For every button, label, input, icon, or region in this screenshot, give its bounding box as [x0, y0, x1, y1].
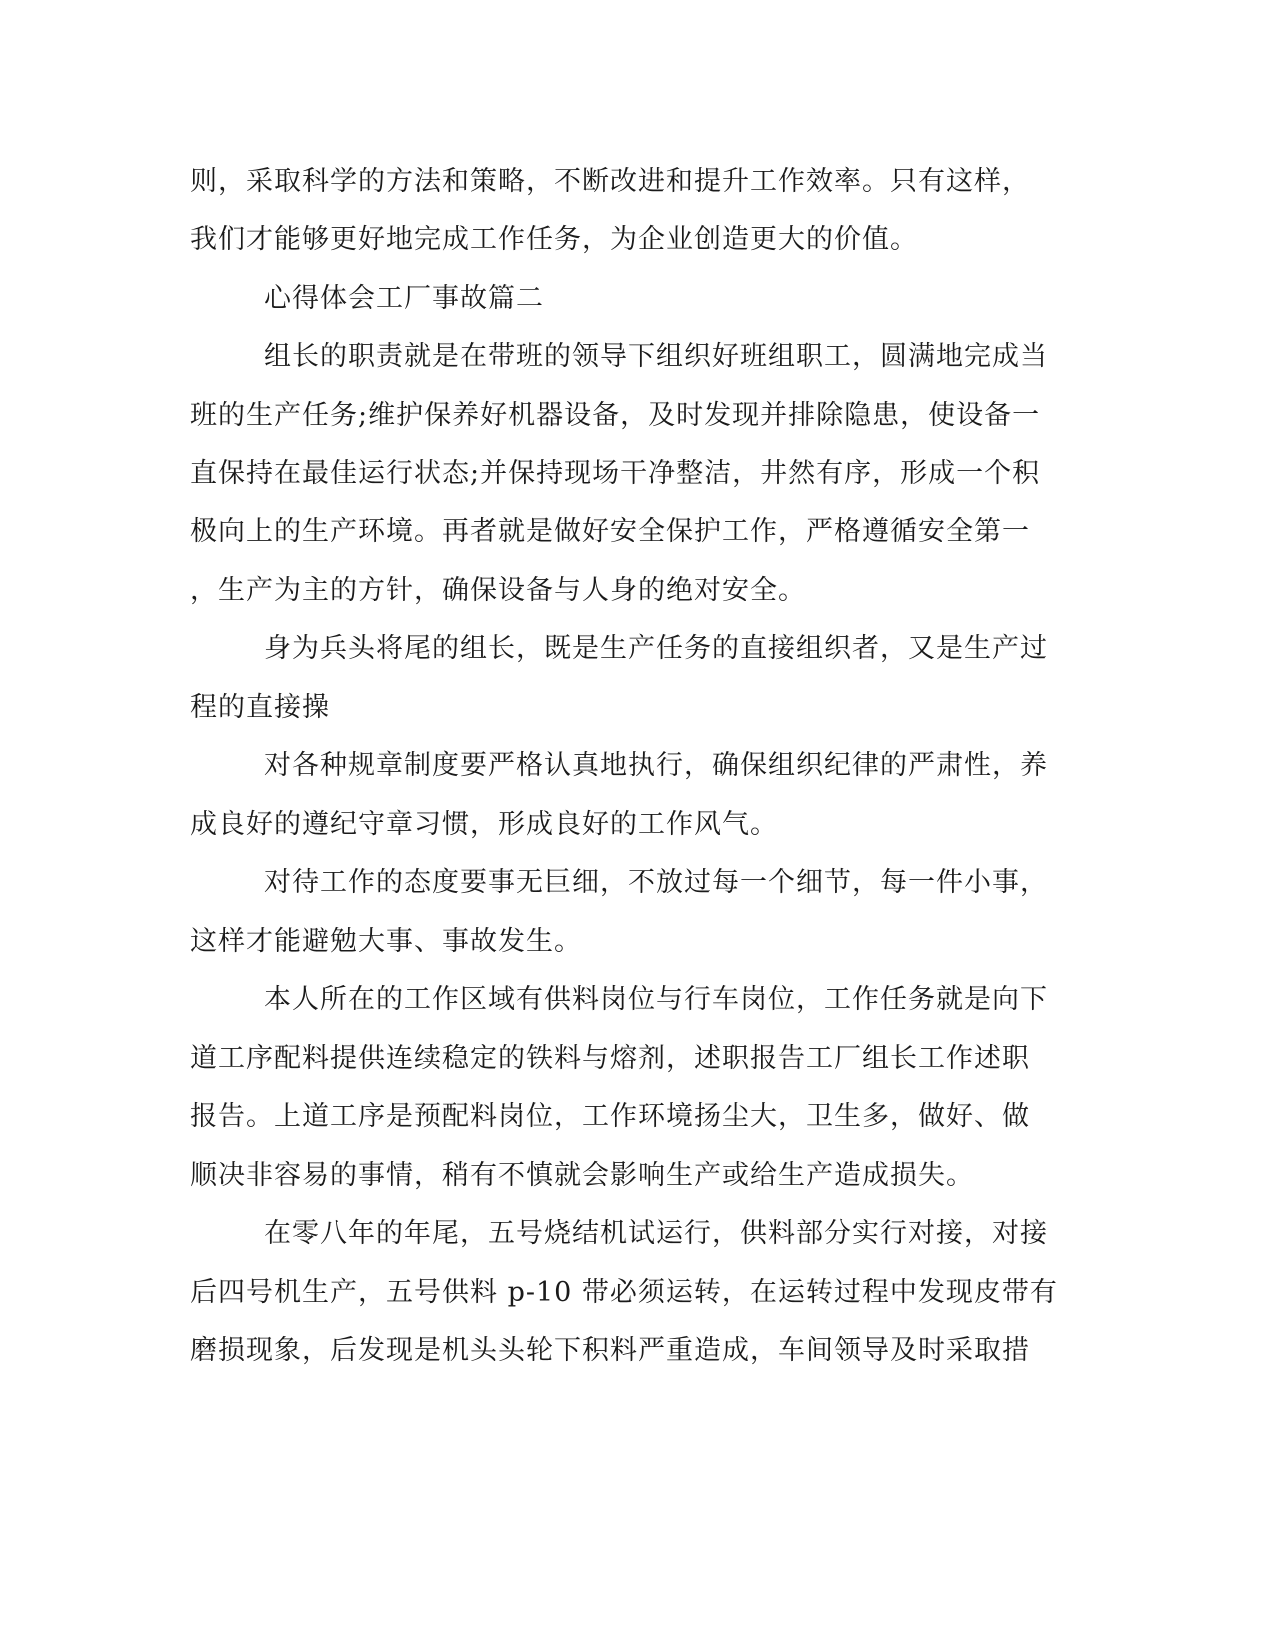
paragraph-line: 顺决非容易的事情，稍有不慎就会影响生产或给生产造成损失。: [190, 1160, 974, 1191]
paragraph-line: 对各种规章制度要严格认真地执行，确保组织纪律的严肃性，养: [264, 750, 1048, 781]
paragraph-line: 直保持在最佳运行状态;并保持现场干净整洁，井然有序，形成一个积: [190, 458, 1041, 489]
paragraph-line: 身为兵头将尾的组长，既是生产任务的直接组织者，又是生产过: [264, 633, 1048, 664]
paragraph-line: 成良好的遵纪守章习惯，形成良好的工作风气。: [190, 809, 778, 840]
paragraph-line: 程的直接操: [190, 692, 330, 723]
paragraph-line: 道工序配料提供连续稳定的铁料与熔剂，述职报告工厂组长工作述职: [190, 1043, 1030, 1074]
paragraph-line: 极向上的生产环境。再者就是做好安全保护工作，严格遵循安全第一: [190, 516, 1030, 547]
paragraph-line: 我们才能够更好地完成工作任务，为企业创造更大的价值。: [190, 224, 918, 255]
paragraph-line: 后四号机生产，五号供料 p-10 带必须运转，在运转过程中发现皮带有: [190, 1277, 1058, 1308]
paragraph-line: 班的生产任务;维护保养好机器设备，及时发现并排除隐患，使设备一: [190, 400, 1041, 431]
paragraph-line: 磨损现象，后发现是机头头轮下积料严重造成，车间领导及时采取措: [190, 1335, 1030, 1366]
paragraph-line: 本人所在的工作区域有供料岗位与行车岗位，工作任务就是向下: [264, 984, 1048, 1015]
paragraph-line: 报告。上道工序是预配料岗位，工作环境扬尘大，卫生多，做好、做: [190, 1101, 1030, 1132]
paragraph-line: 这样才能避勉大事、事故发生。: [190, 926, 582, 957]
paragraph-line: 则，采取科学的方法和策略，不断改进和提升工作效率。只有这样，: [190, 166, 1030, 197]
paragraph-line: 组长的职责就是在带班的领导下组织好班组职工，圆满地完成当: [264, 341, 1048, 372]
paragraph-line: ，生产为主的方针，确保设备与人身的绝对安全。: [190, 575, 806, 606]
paragraph-line: 在零八年的年尾，五号烧结机试运行，供料部分实行对接，对接: [264, 1218, 1048, 1249]
section-heading: 心得体会工厂事故篇二: [264, 283, 544, 314]
paragraph-line: 对待工作的态度要事无巨细，不放过每一个细节，每一件小事，: [264, 867, 1048, 898]
